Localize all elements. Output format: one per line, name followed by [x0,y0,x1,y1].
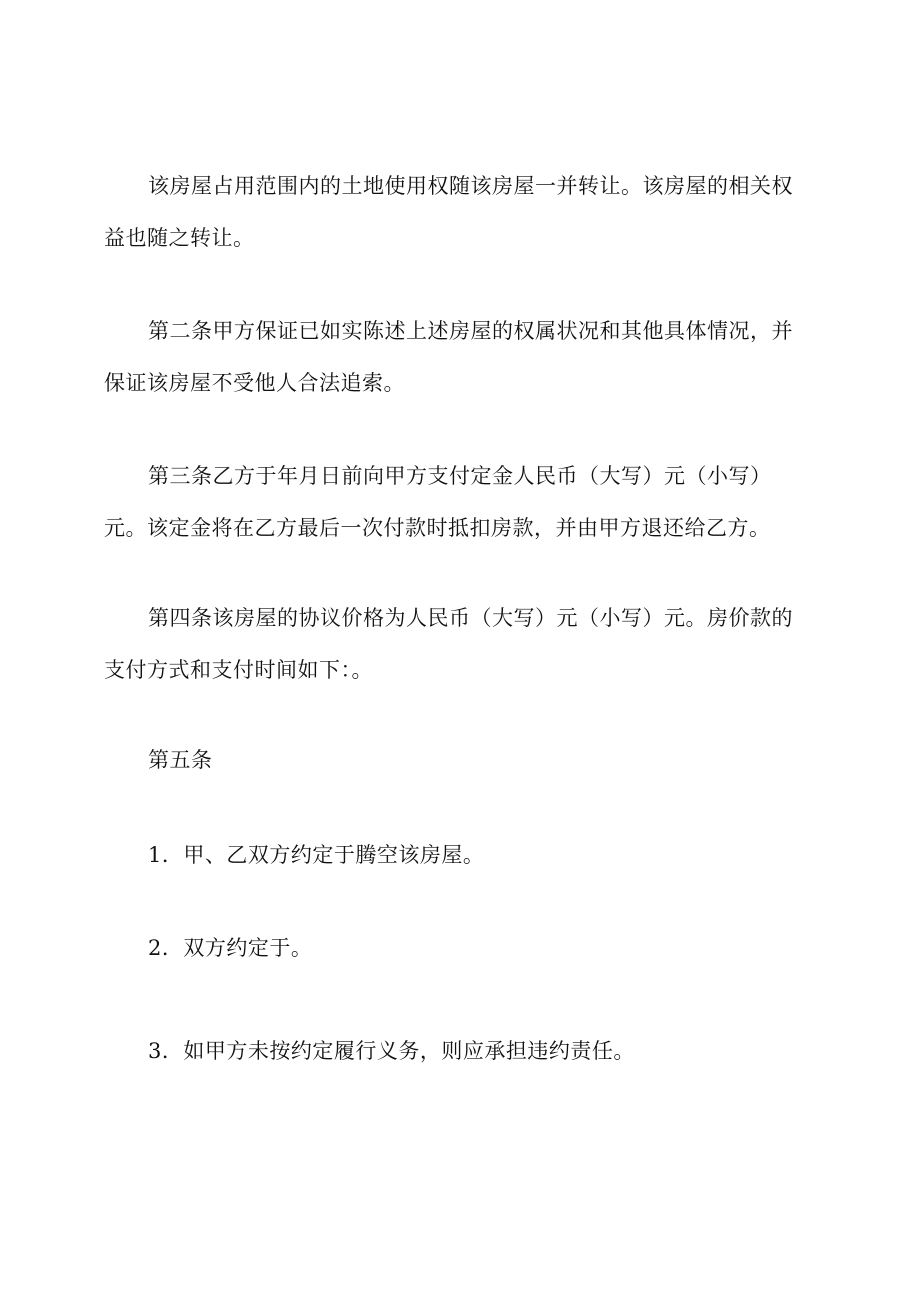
paragraph-line: 该房屋占用范围内的土地使用权随该房屋一并转让。该房屋的相关权 [148,174,793,198]
paragraph-line: 第四条该房屋的协议价格为人民币（大写）元（小写）元。房价款的 [148,606,793,630]
paragraph-line: 第二条甲方保证已如实陈述上述房屋的权属状况和其他具体情况，并 [148,319,793,343]
paragraph-line: 第三条乙方于年月日前向甲方支付定金人民币（大写）元（小写） [148,464,772,488]
paragraph-article-three [104,450,804,554]
paragraph-article-four [104,592,804,696]
list-item: 1．甲、乙双方约定于腾空该房屋。 [148,843,485,867]
list-item: 3．如甲方未按约定履行义务，则应承担违约责任。 [148,1039,635,1063]
article-five-heading: 第五条 [148,748,213,772]
paragraph-line: 保证该房屋不受他人合法追索。 [104,371,405,395]
list-item: 2．双方约定于。 [148,936,313,960]
paragraph-line: 益也随之转让。 [104,226,255,250]
paragraph-line: 元。该定金将在乙方最后一次付款时抵扣房款，并由甲方退还给乙方。 [104,516,771,540]
paragraph-land-use-rights [104,160,804,264]
paragraph-line: 支付方式和支付时间如下：。 [104,658,373,682]
paragraph-article-two [104,305,804,409]
